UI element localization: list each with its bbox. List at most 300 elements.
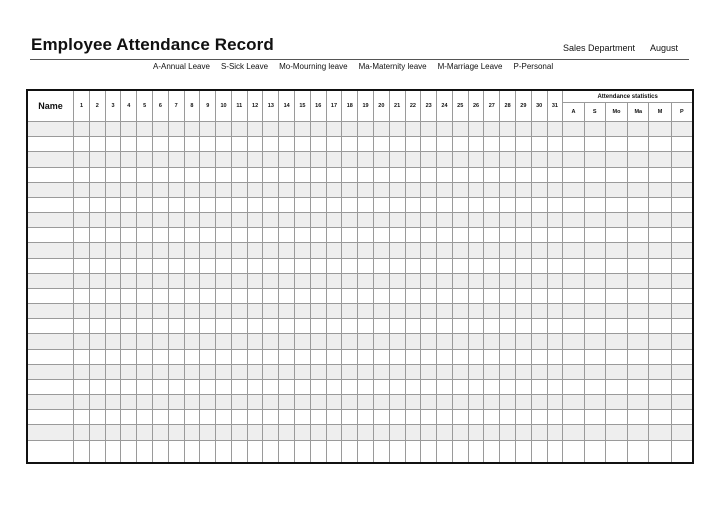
- day-cell[interactable]: [168, 349, 184, 364]
- stat-cell[interactable]: [671, 258, 693, 273]
- day-cell[interactable]: [468, 122, 484, 137]
- day-cell[interactable]: [468, 228, 484, 243]
- day-cell[interactable]: [263, 243, 279, 258]
- day-cell[interactable]: [342, 425, 358, 440]
- day-cell[interactable]: [200, 364, 216, 379]
- day-cell[interactable]: [168, 137, 184, 152]
- stat-cell[interactable]: [563, 167, 584, 182]
- stat-cell[interactable]: [671, 364, 693, 379]
- day-cell[interactable]: [437, 379, 453, 394]
- day-cell[interactable]: [89, 167, 105, 182]
- stat-cell[interactable]: [649, 197, 671, 212]
- day-cell[interactable]: [295, 379, 311, 394]
- day-cell[interactable]: [153, 304, 169, 319]
- day-cell[interactable]: [310, 228, 326, 243]
- day-cell[interactable]: [184, 288, 200, 303]
- day-cell[interactable]: [137, 425, 153, 440]
- stat-cell[interactable]: [563, 288, 584, 303]
- day-cell[interactable]: [342, 349, 358, 364]
- day-cell[interactable]: [216, 167, 232, 182]
- day-cell[interactable]: [295, 182, 311, 197]
- day-cell[interactable]: [547, 379, 563, 394]
- day-cell[interactable]: [168, 440, 184, 463]
- day-cell[interactable]: [184, 273, 200, 288]
- day-cell[interactable]: [358, 440, 374, 463]
- day-cell[interactable]: [279, 273, 295, 288]
- day-cell[interactable]: [421, 319, 437, 334]
- day-cell[interactable]: [310, 319, 326, 334]
- day-cell[interactable]: [326, 213, 342, 228]
- day-cell[interactable]: [531, 228, 547, 243]
- day-cell[interactable]: [231, 440, 247, 463]
- day-cell[interactable]: [500, 395, 516, 410]
- day-cell[interactable]: [153, 288, 169, 303]
- day-cell[interactable]: [484, 425, 500, 440]
- day-cell[interactable]: [74, 334, 90, 349]
- day-cell[interactable]: [547, 137, 563, 152]
- stat-cell[interactable]: [605, 137, 627, 152]
- stat-cell[interactable]: [584, 137, 605, 152]
- day-cell[interactable]: [468, 334, 484, 349]
- day-cell[interactable]: [247, 379, 263, 394]
- day-cell[interactable]: [153, 319, 169, 334]
- day-cell[interactable]: [247, 213, 263, 228]
- day-cell[interactable]: [405, 440, 421, 463]
- day-cell[interactable]: [389, 152, 405, 167]
- day-cell[interactable]: [121, 334, 137, 349]
- stat-cell[interactable]: [563, 273, 584, 288]
- stat-cell[interactable]: [563, 410, 584, 425]
- stat-cell[interactable]: [605, 425, 627, 440]
- day-cell[interactable]: [295, 167, 311, 182]
- day-cell[interactable]: [500, 319, 516, 334]
- employee-name-cell[interactable]: [27, 243, 74, 258]
- day-cell[interactable]: [247, 425, 263, 440]
- stat-cell[interactable]: [605, 304, 627, 319]
- day-cell[interactable]: [326, 410, 342, 425]
- day-cell[interactable]: [342, 410, 358, 425]
- day-cell[interactable]: [295, 304, 311, 319]
- stat-cell[interactable]: [563, 304, 584, 319]
- day-cell[interactable]: [137, 304, 153, 319]
- day-cell[interactable]: [342, 288, 358, 303]
- day-cell[interactable]: [247, 288, 263, 303]
- day-cell[interactable]: [389, 304, 405, 319]
- day-cell[interactable]: [437, 440, 453, 463]
- stat-cell[interactable]: [649, 137, 671, 152]
- day-cell[interactable]: [74, 410, 90, 425]
- day-cell[interactable]: [405, 137, 421, 152]
- day-cell[interactable]: [168, 197, 184, 212]
- day-cell[interactable]: [421, 258, 437, 273]
- day-cell[interactable]: [216, 288, 232, 303]
- stat-cell[interactable]: [649, 304, 671, 319]
- day-cell[interactable]: [326, 152, 342, 167]
- day-cell[interactable]: [484, 273, 500, 288]
- stat-cell[interactable]: [649, 364, 671, 379]
- day-cell[interactable]: [342, 228, 358, 243]
- day-cell[interactable]: [105, 243, 121, 258]
- stat-cell[interactable]: [628, 364, 649, 379]
- day-cell[interactable]: [89, 425, 105, 440]
- day-cell[interactable]: [515, 349, 531, 364]
- day-cell[interactable]: [452, 334, 468, 349]
- day-cell[interactable]: [216, 379, 232, 394]
- employee-name-cell[interactable]: [27, 440, 74, 463]
- day-cell[interactable]: [515, 152, 531, 167]
- day-cell[interactable]: [437, 304, 453, 319]
- employee-name-cell[interactable]: [27, 319, 74, 334]
- day-cell[interactable]: [358, 258, 374, 273]
- day-cell[interactable]: [105, 304, 121, 319]
- day-cell[interactable]: [531, 152, 547, 167]
- day-cell[interactable]: [421, 304, 437, 319]
- day-cell[interactable]: [437, 319, 453, 334]
- day-cell[interactable]: [216, 319, 232, 334]
- day-cell[interactable]: [405, 182, 421, 197]
- day-cell[interactable]: [121, 395, 137, 410]
- day-cell[interactable]: [389, 410, 405, 425]
- day-cell[interactable]: [153, 440, 169, 463]
- day-cell[interactable]: [184, 395, 200, 410]
- stat-cell[interactable]: [649, 122, 671, 137]
- stat-cell[interactable]: [563, 258, 584, 273]
- day-cell[interactable]: [405, 258, 421, 273]
- day-cell[interactable]: [137, 182, 153, 197]
- day-cell[interactable]: [200, 349, 216, 364]
- day-cell[interactable]: [500, 213, 516, 228]
- day-cell[interactable]: [168, 425, 184, 440]
- day-cell[interactable]: [515, 334, 531, 349]
- day-cell[interactable]: [310, 410, 326, 425]
- day-cell[interactable]: [547, 213, 563, 228]
- day-cell[interactable]: [137, 152, 153, 167]
- day-cell[interactable]: [89, 379, 105, 394]
- day-cell[interactable]: [184, 137, 200, 152]
- day-cell[interactable]: [389, 122, 405, 137]
- day-cell[interactable]: [531, 395, 547, 410]
- day-cell[interactable]: [326, 273, 342, 288]
- stat-cell[interactable]: [584, 334, 605, 349]
- day-cell[interactable]: [184, 349, 200, 364]
- day-cell[interactable]: [310, 334, 326, 349]
- day-cell[interactable]: [263, 137, 279, 152]
- day-cell[interactable]: [74, 228, 90, 243]
- stat-cell[interactable]: [563, 213, 584, 228]
- stat-cell[interactable]: [671, 349, 693, 364]
- day-cell[interactable]: [89, 197, 105, 212]
- day-cell[interactable]: [279, 440, 295, 463]
- day-cell[interactable]: [358, 197, 374, 212]
- day-cell[interactable]: [247, 395, 263, 410]
- day-cell[interactable]: [279, 425, 295, 440]
- day-cell[interactable]: [421, 167, 437, 182]
- day-cell[interactable]: [295, 395, 311, 410]
- day-cell[interactable]: [342, 304, 358, 319]
- employee-name-cell[interactable]: [27, 349, 74, 364]
- day-cell[interactable]: [279, 167, 295, 182]
- day-cell[interactable]: [452, 122, 468, 137]
- day-cell[interactable]: [484, 167, 500, 182]
- stat-cell[interactable]: [628, 182, 649, 197]
- day-cell[interactable]: [547, 167, 563, 182]
- day-cell[interactable]: [342, 167, 358, 182]
- stat-cell[interactable]: [628, 425, 649, 440]
- day-cell[interactable]: [184, 304, 200, 319]
- day-cell[interactable]: [468, 137, 484, 152]
- day-cell[interactable]: [168, 334, 184, 349]
- day-cell[interactable]: [547, 395, 563, 410]
- day-cell[interactable]: [105, 182, 121, 197]
- day-cell[interactable]: [515, 243, 531, 258]
- day-cell[interactable]: [421, 440, 437, 463]
- day-cell[interactable]: [515, 273, 531, 288]
- day-cell[interactable]: [295, 213, 311, 228]
- day-cell[interactable]: [216, 137, 232, 152]
- day-cell[interactable]: [531, 182, 547, 197]
- day-cell[interactable]: [184, 379, 200, 394]
- day-cell[interactable]: [89, 440, 105, 463]
- day-cell[interactable]: [531, 334, 547, 349]
- day-cell[interactable]: [74, 122, 90, 137]
- day-cell[interactable]: [263, 440, 279, 463]
- day-cell[interactable]: [263, 334, 279, 349]
- day-cell[interactable]: [216, 197, 232, 212]
- day-cell[interactable]: [389, 273, 405, 288]
- day-cell[interactable]: [468, 349, 484, 364]
- day-cell[interactable]: [74, 213, 90, 228]
- day-cell[interactable]: [468, 395, 484, 410]
- day-cell[interactable]: [74, 364, 90, 379]
- day-cell[interactable]: [326, 395, 342, 410]
- stat-cell[interactable]: [649, 288, 671, 303]
- day-cell[interactable]: [153, 273, 169, 288]
- day-cell[interactable]: [200, 334, 216, 349]
- day-cell[interactable]: [389, 364, 405, 379]
- day-cell[interactable]: [295, 440, 311, 463]
- stat-cell[interactable]: [671, 243, 693, 258]
- stat-cell[interactable]: [649, 228, 671, 243]
- day-cell[interactable]: [452, 440, 468, 463]
- day-cell[interactable]: [184, 167, 200, 182]
- day-cell[interactable]: [326, 122, 342, 137]
- day-cell[interactable]: [153, 379, 169, 394]
- day-cell[interactable]: [437, 349, 453, 364]
- day-cell[interactable]: [184, 182, 200, 197]
- day-cell[interactable]: [263, 167, 279, 182]
- day-cell[interactable]: [547, 425, 563, 440]
- day-cell[interactable]: [105, 349, 121, 364]
- day-cell[interactable]: [89, 319, 105, 334]
- day-cell[interactable]: [373, 228, 389, 243]
- day-cell[interactable]: [515, 167, 531, 182]
- day-cell[interactable]: [247, 349, 263, 364]
- day-cell[interactable]: [231, 304, 247, 319]
- day-cell[interactable]: [121, 288, 137, 303]
- day-cell[interactable]: [531, 319, 547, 334]
- stat-cell[interactable]: [671, 213, 693, 228]
- day-cell[interactable]: [437, 334, 453, 349]
- day-cell[interactable]: [452, 197, 468, 212]
- day-cell[interactable]: [200, 440, 216, 463]
- day-cell[interactable]: [263, 273, 279, 288]
- day-cell[interactable]: [373, 243, 389, 258]
- day-cell[interactable]: [89, 304, 105, 319]
- day-cell[interactable]: [547, 349, 563, 364]
- day-cell[interactable]: [547, 364, 563, 379]
- day-cell[interactable]: [200, 197, 216, 212]
- day-cell[interactable]: [531, 243, 547, 258]
- day-cell[interactable]: [89, 213, 105, 228]
- day-cell[interactable]: [247, 334, 263, 349]
- stat-cell[interactable]: [628, 152, 649, 167]
- stat-cell[interactable]: [563, 379, 584, 394]
- employee-name-cell[interactable]: [27, 152, 74, 167]
- day-cell[interactable]: [484, 197, 500, 212]
- day-cell[interactable]: [389, 349, 405, 364]
- day-cell[interactable]: [421, 213, 437, 228]
- day-cell[interactable]: [515, 258, 531, 273]
- day-cell[interactable]: [310, 273, 326, 288]
- day-cell[interactable]: [231, 182, 247, 197]
- day-cell[interactable]: [137, 167, 153, 182]
- day-cell[interactable]: [358, 319, 374, 334]
- day-cell[interactable]: [247, 182, 263, 197]
- day-cell[interactable]: [342, 258, 358, 273]
- day-cell[interactable]: [263, 258, 279, 273]
- day-cell[interactable]: [437, 288, 453, 303]
- day-cell[interactable]: [184, 440, 200, 463]
- day-cell[interactable]: [74, 288, 90, 303]
- day-cell[interactable]: [121, 228, 137, 243]
- day-cell[interactable]: [373, 122, 389, 137]
- day-cell[interactable]: [74, 304, 90, 319]
- day-cell[interactable]: [105, 425, 121, 440]
- day-cell[interactable]: [153, 334, 169, 349]
- stat-cell[interactable]: [563, 364, 584, 379]
- day-cell[interactable]: [452, 152, 468, 167]
- stat-cell[interactable]: [671, 152, 693, 167]
- day-cell[interactable]: [295, 243, 311, 258]
- stat-cell[interactable]: [563, 334, 584, 349]
- day-cell[interactable]: [500, 410, 516, 425]
- day-cell[interactable]: [373, 273, 389, 288]
- stat-cell[interactable]: [605, 364, 627, 379]
- day-cell[interactable]: [342, 182, 358, 197]
- day-cell[interactable]: [216, 243, 232, 258]
- day-cell[interactable]: [531, 258, 547, 273]
- stat-cell[interactable]: [628, 379, 649, 394]
- stat-cell[interactable]: [605, 349, 627, 364]
- day-cell[interactable]: [452, 425, 468, 440]
- day-cell[interactable]: [452, 167, 468, 182]
- day-cell[interactable]: [452, 258, 468, 273]
- stat-cell[interactable]: [605, 243, 627, 258]
- day-cell[interactable]: [468, 258, 484, 273]
- day-cell[interactable]: [216, 364, 232, 379]
- day-cell[interactable]: [437, 122, 453, 137]
- day-cell[interactable]: [279, 288, 295, 303]
- day-cell[interactable]: [74, 319, 90, 334]
- stat-cell[interactable]: [605, 288, 627, 303]
- day-cell[interactable]: [279, 410, 295, 425]
- day-cell[interactable]: [468, 167, 484, 182]
- day-cell[interactable]: [389, 228, 405, 243]
- day-cell[interactable]: [358, 228, 374, 243]
- day-cell[interactable]: [468, 197, 484, 212]
- day-cell[interactable]: [405, 273, 421, 288]
- day-cell[interactable]: [389, 258, 405, 273]
- day-cell[interactable]: [263, 197, 279, 212]
- stat-cell[interactable]: [628, 319, 649, 334]
- day-cell[interactable]: [137, 395, 153, 410]
- day-cell[interactable]: [342, 273, 358, 288]
- day-cell[interactable]: [200, 288, 216, 303]
- day-cell[interactable]: [452, 379, 468, 394]
- day-cell[interactable]: [295, 152, 311, 167]
- day-cell[interactable]: [121, 137, 137, 152]
- day-cell[interactable]: [295, 349, 311, 364]
- day-cell[interactable]: [153, 349, 169, 364]
- day-cell[interactable]: [74, 425, 90, 440]
- day-cell[interactable]: [153, 167, 169, 182]
- day-cell[interactable]: [437, 425, 453, 440]
- day-cell[interactable]: [89, 334, 105, 349]
- day-cell[interactable]: [153, 137, 169, 152]
- day-cell[interactable]: [153, 395, 169, 410]
- day-cell[interactable]: [231, 228, 247, 243]
- day-cell[interactable]: [216, 213, 232, 228]
- day-cell[interactable]: [279, 243, 295, 258]
- day-cell[interactable]: [263, 288, 279, 303]
- day-cell[interactable]: [389, 197, 405, 212]
- day-cell[interactable]: [484, 334, 500, 349]
- day-cell[interactable]: [310, 167, 326, 182]
- stat-cell[interactable]: [584, 228, 605, 243]
- stat-cell[interactable]: [605, 167, 627, 182]
- day-cell[interactable]: [310, 122, 326, 137]
- day-cell[interactable]: [184, 410, 200, 425]
- stat-cell[interactable]: [584, 273, 605, 288]
- stat-cell[interactable]: [671, 273, 693, 288]
- day-cell[interactable]: [515, 213, 531, 228]
- day-cell[interactable]: [279, 258, 295, 273]
- day-cell[interactable]: [200, 243, 216, 258]
- day-cell[interactable]: [515, 288, 531, 303]
- day-cell[interactable]: [295, 228, 311, 243]
- stat-cell[interactable]: [649, 243, 671, 258]
- day-cell[interactable]: [89, 364, 105, 379]
- day-cell[interactable]: [137, 228, 153, 243]
- stat-cell[interactable]: [563, 243, 584, 258]
- day-cell[interactable]: [358, 334, 374, 349]
- employee-name-cell[interactable]: [27, 364, 74, 379]
- stat-cell[interactable]: [628, 395, 649, 410]
- stat-cell[interactable]: [605, 152, 627, 167]
- day-cell[interactable]: [184, 425, 200, 440]
- day-cell[interactable]: [326, 304, 342, 319]
- stat-cell[interactable]: [671, 197, 693, 212]
- day-cell[interactable]: [184, 197, 200, 212]
- day-cell[interactable]: [89, 410, 105, 425]
- day-cell[interactable]: [247, 258, 263, 273]
- day-cell[interactable]: [421, 334, 437, 349]
- employee-name-cell[interactable]: [27, 288, 74, 303]
- day-cell[interactable]: [310, 288, 326, 303]
- day-cell[interactable]: [468, 243, 484, 258]
- day-cell[interactable]: [105, 364, 121, 379]
- day-cell[interactable]: [310, 137, 326, 152]
